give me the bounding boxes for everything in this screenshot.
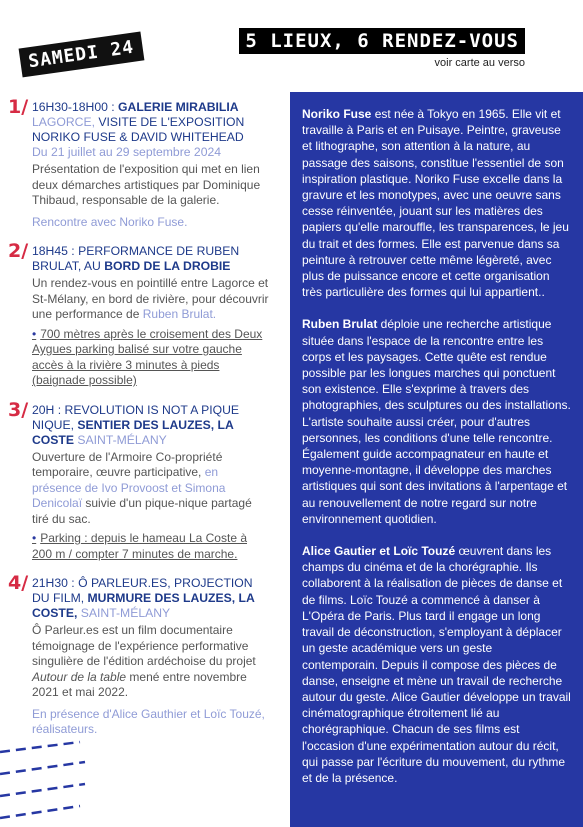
- artist-link[interactable]: en présence de Ivo Provoost et Simona Denicolaï: [32, 465, 226, 510]
- event-1: [8, 96, 270, 230]
- event-3: [8, 398, 270, 563]
- access-info: • 700 mètres après le croisement des Deux Aygues parking balisé sur votre gauche accès à la rivière 3 minutes à pieds (baignade possible): [32, 326, 263, 387]
- event-title: 21H30 : Ô PARLEUR.ES, PROJECTION DU FILM, MURMURE DES LAUZES, LA COSTE, SAINT-MÉLANY: [32, 576, 255, 620]
- event-title: 20H : REVOLUTION IS NOT A PIQUE NIQUE, SENTIER DES LAUZES, LA COSTE SAINT-MÉLANY: [32, 402, 240, 447]
- bullet-icon: •: [32, 326, 37, 341]
- bullet-icon: •: [32, 531, 37, 545]
- event-title: 18H45 : PERFORMANCE DE RUBEN BRULAT, AU BORD DE LA DROBIE: [32, 244, 240, 273]
- event-description: Présentation de l'exposition qui met en lien deux démarches artistiques par Dominique Thibaud, responsable de la galerie.: [32, 162, 261, 207]
- map-note: voir carte au verso: [434, 57, 525, 69]
- program-column: [8, 96, 270, 752]
- bio-gautier-touze: Alice Gautier et Loïc Touzé œuvrent dans les champs du cinéma et de la chorégraphie. Ils collaborent à la réalisation de pièces de danse et de films. Loïc Touzé a commencé à danser à L'Opéra de Paris. Plus tard il engage un long travail de déconstruction, s'employant à déplacer un geste académique vers un geste contemporain. Depuis il compose des pièces de danse, enseigne et mène un travail de recherche autour du geste. Alice Gautier développe un travail cinématographique étroitement lié au chorégraphique. Chacun de ses films est l'occasion d'une expérimentation autour du récit, qui passe par l'écriture du mouvement, du rythme et de la présence.: [302, 544, 571, 785]
- day-stamp: SAMEDI 24: [19, 32, 144, 78]
- event-number: 4/: [8, 572, 29, 594]
- event-note: En présence d'Alice Gauthier et Loïc Touzé, réalisateurs.: [32, 706, 265, 736]
- bios-panel: [290, 92, 583, 827]
- event-dates: Du 21 juillet au 29 septembre 2024: [32, 145, 222, 159]
- event-number: 2/: [8, 240, 29, 262]
- bio-noriko-fuse: Noriko Fuse est née à Tokyo en 1965. Elle vit et travaille à Paris et en Puisaye. Peintre, graveuse et lithographe, son attention à la nature, au passage des saisons, constitue l'essentiel de son inspiration plastique. Noriko Fuse excelle dans la gravure et les monotypes, avec une oeuvre sans cesse réinventée, jouant sur les matières des papiers qu'elle marouffle, les transparences, le jeu du trait et des formes. Elle est parvenue dans sa peinture à retrouver cette même légèreté, avec plus de puissance encore et cette organisation très particulière des formes qui lui appartient..: [302, 107, 569, 300]
- event-number: 1/: [8, 96, 29, 118]
- parking-info: • Parking : depuis le hameau La Coste à 200 m / compter 7 minutes de marche.: [32, 531, 247, 561]
- event-title: 16H30-18H00 : GALERIE MIRABILIA LAGORCE, VISITE DE L'EXPOSITION NORIKO FUSE & DAVID WHITEHEAD Du 21 juillet au 29 septembre 2024: [32, 100, 245, 159]
- bio-ruben-brulat: Ruben Brulat déploie une recherche artistique située dans l'espace de la rencontre entre les corps et les paysages. Cette quête est rendue possible par les longues marches qui ponctuent son existence. Elle s'exprime à travers des photographies, des sculptures ou des installations. L'artiste souhaite aussi créer, pour d'autres personnes, les conditions d'une telle rencontre. Également guide accompagnateur en haute et moyenne-montagne, il développe des marches artistiques qui sont des invitations à l'arpentage et au renouvellement de notre regard sur notre environnement quotidien.: [302, 317, 571, 526]
- event-description: Un rendez-vous en pointillé entre Lagorce et St-Mélany, en bord de rivière, pour découvrir une performance de Ruben Brulat.: [32, 276, 269, 321]
- event-2: [8, 240, 270, 389]
- dashed-lines-decoration: [0, 732, 90, 827]
- headline: 5 LIEUX, 6 RENDEZ-VOUS: [239, 28, 525, 54]
- event-description: Ô Parleur.es est un film documentaire témoignage de l'expérience performative singulière de l'édition ardéchoise du projet Autour de la table mené entre novembre 2021 et mai 2022.: [32, 623, 256, 699]
- event-4: [8, 572, 270, 738]
- artist-link[interactable]: Ruben Brulat.: [142, 307, 217, 321]
- event-number: 3/: [8, 398, 29, 421]
- event-description: Ouverture de l'Armoire Co-propriété temporaire, œuvre participative, en présence de Ivo Provoost et Simona Denicolaï suivie d'un pique-nique partagé tiré du sac.: [32, 449, 252, 526]
- event-note: Rencontre avec Noriko Fuse.: [32, 214, 188, 229]
